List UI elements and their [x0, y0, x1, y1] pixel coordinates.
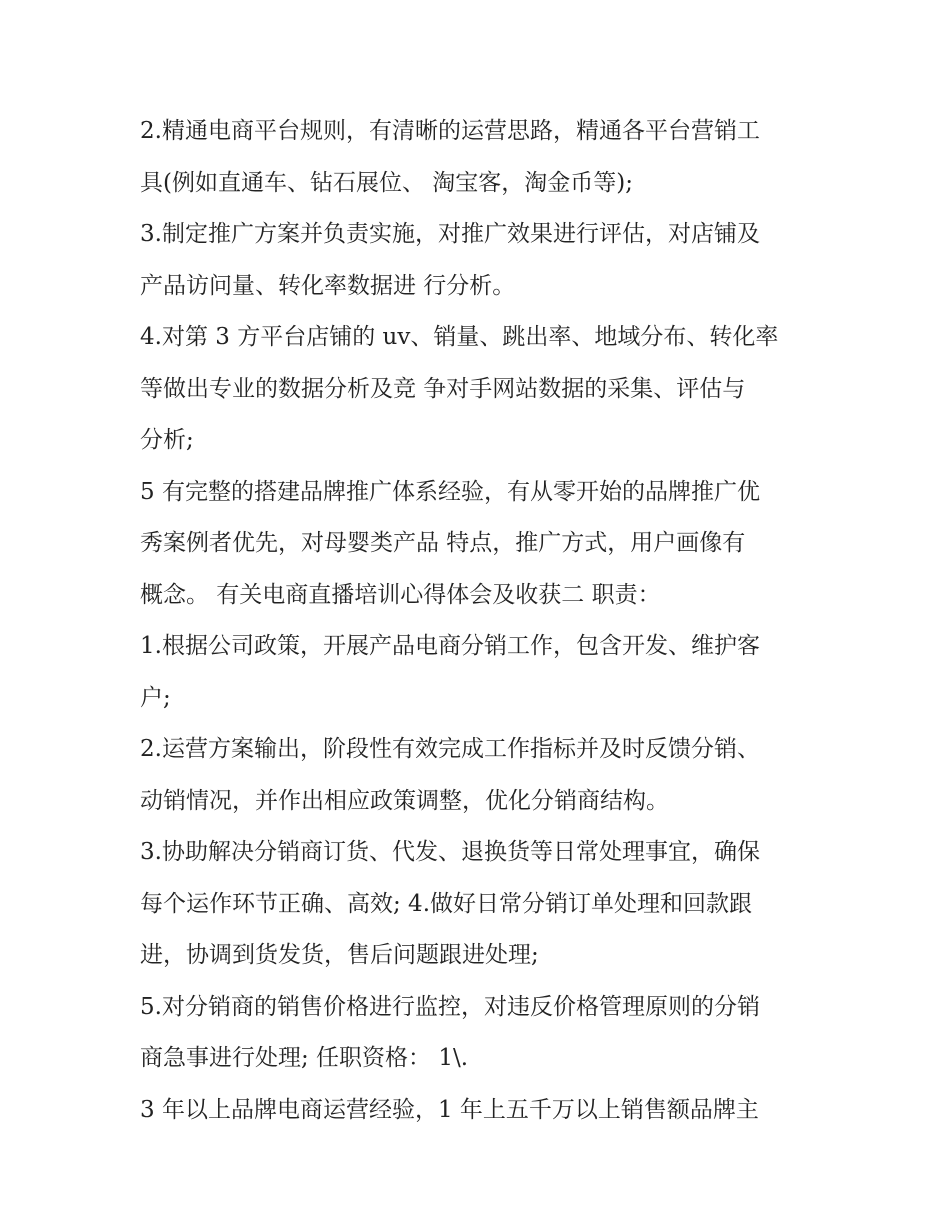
text-line: 2.精通电商平台规则，有清晰的运营思路，精通各平台营销工	[140, 118, 760, 144]
text-line: 进，协调到货发货，售后问题跟进处理;	[140, 942, 539, 968]
text-line: 每个运作环节正确、高效; 4.做好日常分销订单处理和回款跟	[140, 890, 753, 917]
text-line: 4.对第 3 方平台店铺的 uv、销量、跳出率、地域分布、转化率	[140, 324, 779, 350]
text-line: 动销情况，并作出相应政策调整，优化分销商结构。	[140, 787, 669, 814]
text-line: 等做出专业的数据分析及竞 争对手网站数据的采集、评估与	[140, 375, 746, 402]
text-line: 3 年以上品牌电商运营经验，1 年上五千万以上销售额品牌主	[140, 1096, 759, 1123]
text-line: 3.协助解决分销商订货、代发、退换货等日常处理事宜，确保	[140, 839, 760, 865]
text-line: 分析;	[140, 427, 194, 453]
text-line: 商急事进行处理; 任职资格： 1\.	[140, 1045, 469, 1071]
text-line: 概念。 有关电商直播培训心得体会及收获二 职责：	[140, 581, 661, 608]
text-line: 2.运营方案输出，阶段性有效完成工作指标并及时反馈分销、	[140, 736, 760, 762]
text-line: 3.制定推广方案并负责实施，对推广效果进行评估，对店铺及	[140, 221, 760, 247]
text-line: 产品访问量、转化率数据进 行分析。	[140, 272, 516, 299]
text-line: 秀案例者优先，对母婴类产品 特点，推广方式，用户画像有	[140, 530, 746, 556]
text-line: 具(例如直通车、钻石展位、 淘宝客，淘金币等);	[140, 169, 634, 196]
text-line: 5 有完整的搭建品牌推广体系经验，有从零开始的品牌推广优	[140, 478, 760, 505]
text-line: 5.对分销商的销售价格进行监控，对违反价格管理原则的分销	[140, 993, 760, 1020]
document-body	[140, 106, 820, 1136]
text-line: 1.根据公司政策，开展产品电商分销工作，包含开发、维护客	[140, 633, 760, 659]
text-line: 户;	[140, 684, 171, 711]
